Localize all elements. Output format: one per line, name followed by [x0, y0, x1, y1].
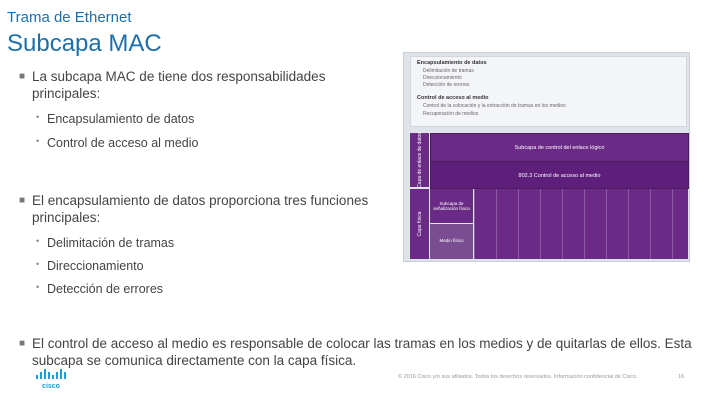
- standard-column: [672, 189, 688, 259]
- bullet-marker: ■: [19, 338, 26, 349]
- physical-medium: Medio físico: [430, 224, 473, 259]
- responsibilities-box: Encapsulamiento de datos Delimitación de tramas Direccionamiento Detección de errores Control de acceso al medio Control de la colocación y la extracción de tramas en los medios Recuperación de medios: [410, 56, 687, 127]
- sub-bullet-2-1: • Delimitación de tramas: [36, 236, 175, 250]
- bullet-marker: ■: [19, 71, 26, 82]
- physical-signaling-sublayer: Subcapa de señalización física: [430, 189, 473, 223]
- svg-text:cisco: cisco: [42, 383, 60, 389]
- bullet-2: ■ El encapsulamiento de datos proporciona tres funciones principales:: [19, 193, 369, 225]
- standard-column: [606, 189, 629, 259]
- copyright-text: © 2016 Cisco y/o sus afiliados. Todos los derechos reservados. Información confidencial de Cisco.: [398, 374, 638, 380]
- standard-column: [518, 189, 541, 259]
- physical-sublayers: [430, 189, 473, 259]
- mac-sublayer: 802.3 Control de acceso al medio: [430, 161, 689, 189]
- bullet-marker: ■: [19, 195, 26, 206]
- sub-bullet-1-2: • Control de acceso al medio: [36, 136, 199, 150]
- llc-sublayer: Subcapa de control del enlace lógico: [430, 133, 689, 162]
- standard-column: [628, 189, 651, 259]
- ethernet-mac-diagram: [403, 52, 690, 262]
- sub-bullet-2-2: • Direccionamiento: [36, 259, 144, 273]
- slide-title: Subcapa MAC: [7, 30, 162, 57]
- standard-column: [474, 189, 497, 259]
- bullet-3: ■ El control de acceso al medio es responsable de colocar las tramas en los medios y de quitarlas de ellos. Esta subcapa se comunica directamente con la capa física.: [19, 336, 692, 368]
- physical-layer-label: Capa física: [410, 189, 429, 259]
- cisco-logo: [35, 369, 67, 394]
- standard-column: [584, 189, 607, 259]
- bullet-1: ■ La subcapa MAC de tiene dos responsabilidades principales:: [19, 69, 326, 101]
- sub-bullet-2-3: • Detección de errores: [36, 282, 164, 296]
- page-number: 16: [678, 374, 685, 380]
- sub-bullet-1-1: • Encapsulamiento de datos: [36, 112, 195, 126]
- slide-topic: Trama de Ethernet: [7, 9, 132, 26]
- standard-column: [562, 189, 585, 259]
- standard-column: [650, 189, 673, 259]
- data-link-layer-label: Capa de enlace de datos: [410, 133, 429, 187]
- standard-column: [496, 189, 519, 259]
- standard-column: [540, 189, 563, 259]
